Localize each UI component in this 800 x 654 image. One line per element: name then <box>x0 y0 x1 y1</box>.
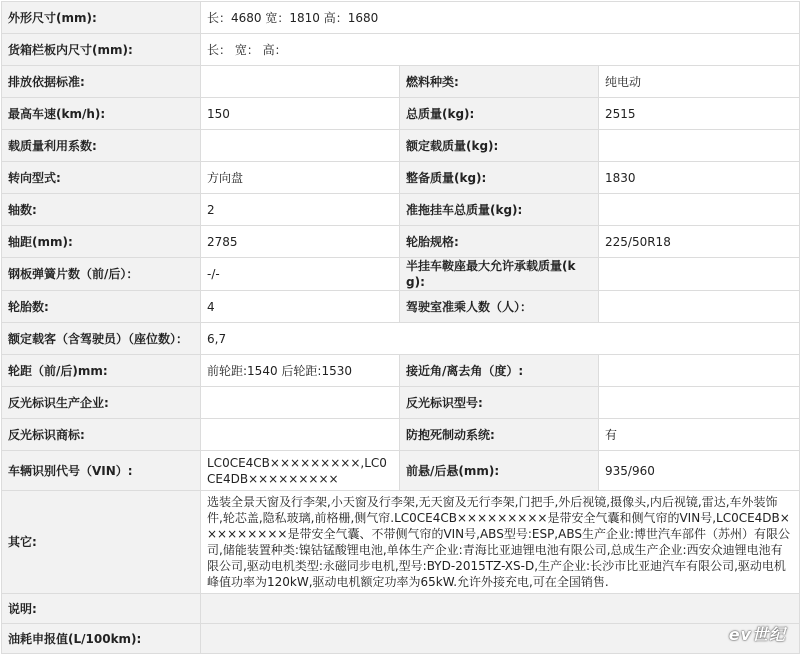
value-fuel-type: 纯电动 <box>599 66 800 98</box>
label-max-speed: 最高车速(km/h): <box>2 98 201 130</box>
table-row <box>2 624 800 654</box>
value-axles: 2 <box>201 194 400 226</box>
table-row <box>2 130 800 162</box>
value-rated-load <box>599 130 800 162</box>
table-row <box>2 451 800 491</box>
label-abs: 防抱死制动系统: <box>400 419 599 451</box>
value-abs: 有 <box>599 419 800 451</box>
value-total-mass: 2515 <box>599 98 800 130</box>
label-curb-weight: 整备质量(kg): <box>400 162 599 194</box>
label-steering: 转向型式: <box>2 162 201 194</box>
value-reflector-brand <box>201 419 400 451</box>
label-other: 其它: <box>2 491 201 594</box>
table-row <box>2 419 800 451</box>
label-overhang: 前悬/后悬(mm): <box>400 451 599 491</box>
label-saddle-load: 半挂车鞍座最大允许承载质量(kg): <box>400 258 599 291</box>
table-row <box>2 291 800 323</box>
value-leaf-springs: -/- <box>201 258 400 291</box>
value-cab-occupants <box>599 291 800 323</box>
table-row <box>2 98 800 130</box>
value-seating: 6,7 <box>201 323 800 355</box>
table-row <box>2 355 800 387</box>
value-fuel-consumption <box>201 624 800 654</box>
label-wheelbase: 轴距(mm): <box>2 226 201 258</box>
label-cab-occupants: 驾驶室准乘人数（人）： <box>400 291 599 323</box>
value-max-speed: 150 <box>201 98 400 130</box>
value-curb-weight: 1830 <box>599 162 800 194</box>
label-load-utilization: 载质量利用系数: <box>2 130 201 162</box>
table-row <box>2 387 800 419</box>
label-tire-spec: 轮胎规格: <box>400 226 599 258</box>
value-note <box>201 594 800 624</box>
label-tire-count: 轮胎数: <box>2 291 201 323</box>
value-wheelbase: 2785 <box>201 226 400 258</box>
label-seating: 额定载客（含驾驶员）（座位数）： <box>2 323 201 355</box>
value-steering: 方向盘 <box>201 162 400 194</box>
value-dimensions: 长：4680 宽：1810 高：1680 <box>201 2 800 34</box>
value-approach-departure <box>599 355 800 387</box>
label-fuel-type: 燃料种类: <box>400 66 599 98</box>
label-cargo-box: 货箱栏板内尺寸(mm): <box>2 34 201 66</box>
label-emission-standard: 排放依据标准: <box>2 66 201 98</box>
watermark-logo: ev世纪 <box>728 625 786 644</box>
value-trailer-mass <box>599 194 800 226</box>
spec-table <box>1 1 800 654</box>
label-approach-departure: 接近角/离去角（度）: <box>400 355 599 387</box>
value-reflector-model <box>599 387 800 419</box>
table-row <box>2 226 800 258</box>
table-row <box>2 34 800 66</box>
table-row <box>2 594 800 624</box>
table-row <box>2 323 800 355</box>
label-fuel-consumption: 油耗申报值(L/100km): <box>2 624 201 654</box>
value-reflector-maker <box>201 387 400 419</box>
label-reflector-model: 反光标识型号: <box>400 387 599 419</box>
value-vin: LC0CE4CB×××××××××,LC0CE4DB××××××××× <box>201 451 400 491</box>
value-track-width: 前轮距:1540 后轮距:1530 <box>201 355 400 387</box>
table-row <box>2 162 800 194</box>
label-rated-load: 额定载质量(kg): <box>400 130 599 162</box>
value-load-utilization <box>201 130 400 162</box>
value-saddle-load <box>599 258 800 291</box>
label-dimensions: 外形尺寸(mm): <box>2 2 201 34</box>
table-row <box>2 258 800 291</box>
label-total-mass: 总质量(kg): <box>400 98 599 130</box>
table-row <box>2 194 800 226</box>
table-row <box>2 491 800 594</box>
label-note: 说明: <box>2 594 201 624</box>
value-emission-standard <box>201 66 400 98</box>
label-vin: 车辆识别代号（VIN）: <box>2 451 201 491</box>
label-reflector-brand: 反光标识商标: <box>2 419 201 451</box>
label-trailer-mass: 准拖挂车总质量(kg): <box>400 194 599 226</box>
label-axles: 轴数: <box>2 194 201 226</box>
table-row <box>2 2 800 34</box>
value-tire-spec: 225/50R18 <box>599 226 800 258</box>
value-other: 选装全景天窗及行李架,小天窗及行李架,无天窗及无行李架,门把手,外后视镜,摄像头,内后视镜,雷达,车外装饰件,轮芯盖,隐私玻璃,前格栅,侧气帘.LC0CE4CB×××××××××是带安全气囊和侧气帘的VIN号,LC0CE4DB×××××××××是带安全气囊、不带侧气帘的VIN号,ABS型号:ESP,ABS生产企业:博世汽车部件（苏州）有限公司,储能装置种类:镍钴锰酸锂电池,单体生产企业:青海比亚迪锂电池有限公司,总成生产企业:西安众迪锂电池有限公司,驱动电机类型:永磁同步电机,型号:BYD-2015TZ-XS-D,生产企业:长沙市比亚迪汽车有限公司,驱动电机峰值功率为120kW,驱动电机额定功率为65kW.允许外接充电,可在全国销售. <box>201 491 800 594</box>
label-leaf-springs: 钢板弹簧片数（前/后）： <box>2 258 201 291</box>
value-tire-count: 4 <box>201 291 400 323</box>
table-row <box>2 66 800 98</box>
label-reflector-maker: 反光标识生产企业: <box>2 387 201 419</box>
value-cargo-box: 长： 宽： 高： <box>201 34 800 66</box>
value-overhang: 935/960 <box>599 451 800 491</box>
label-track-width: 轮距（前/后)mm: <box>2 355 201 387</box>
